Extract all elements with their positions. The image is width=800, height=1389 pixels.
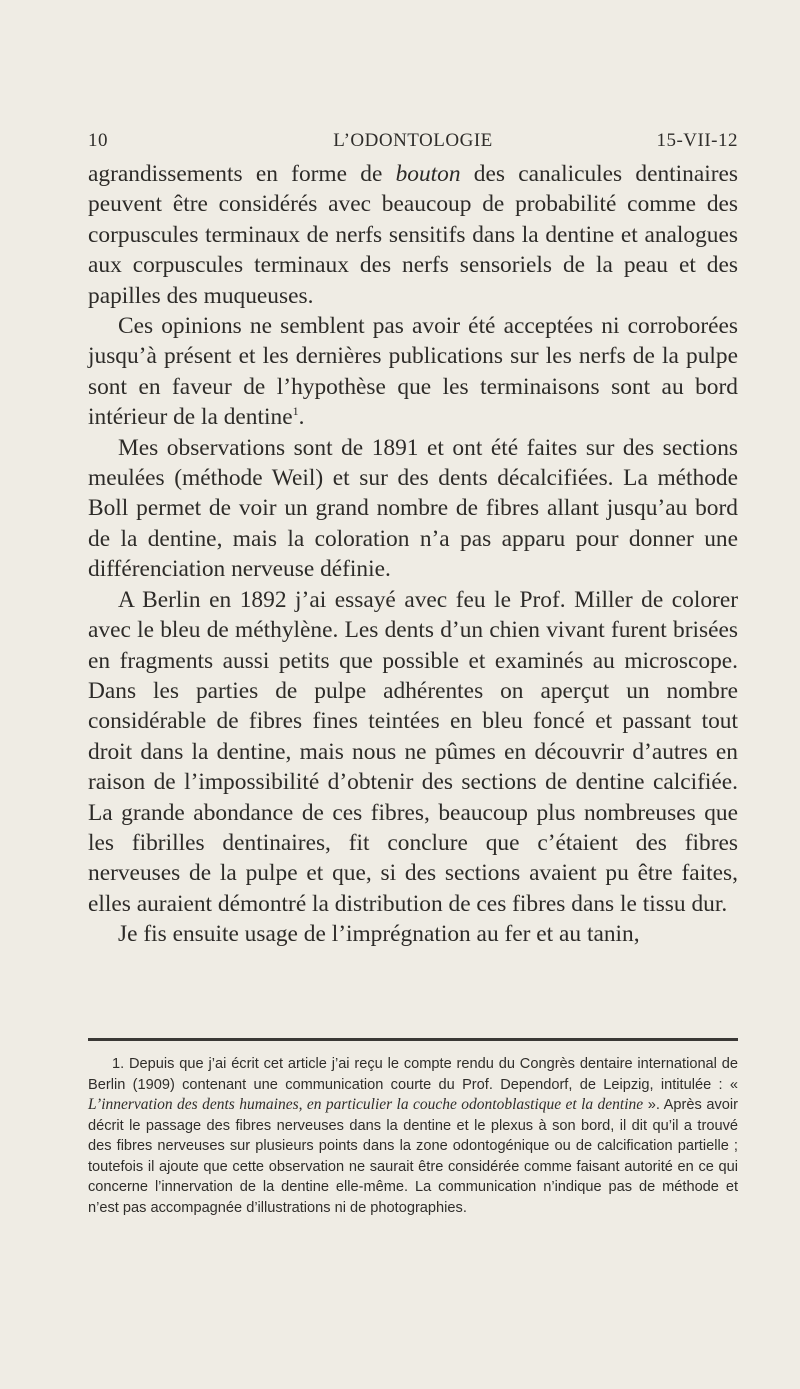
footnote-lead: 1. Depuis que j’ai écrit cet article j’ai reçu le compte rendu du Congrès dentaire international de Berlin (1909) contenant une communication courte du Prof. Dependorf, de Leipzig, intitulée : « — [88, 1056, 738, 1093]
paragraph-3: Mes observations sont de 1891 et ont été faites sur des sections meulées (méthode Weil) et sur des dents décalcifiées. La méthode Boll permet de voir un grand nombre de fibres allant jusqu’au bord de la dentine, mais la coloration n’a pas apparu pour donner une différenciation nerveuse définie. — [88, 434, 738, 583]
footnote — [88, 1054, 738, 1218]
paragraph-2-end: . — [298, 404, 305, 431]
paragraph-2-text: Ces opinions ne semblent pas avoir été acceptées ni corroborées jusqu’à présent et les dernières publications sur les nerfs de la pulpe sont en faveur de l’hypothèse que les terminaisons sont au bord intérieur de la dentine — [88, 313, 738, 431]
paragraph-1-end: des canalicules dentinaires peuvent être considérés avec beaucoup de probabilité comme des corpuscules terminaux de nerfs sensitifs dans la dentine et analogues aux corpuscules terminaux des nerfs sensoriels de la peau et des papilles des muqueuses. — [88, 161, 738, 309]
paragraph-2 — [88, 311, 738, 433]
footnote-separator — [88, 1038, 738, 1041]
running-header — [88, 130, 738, 154]
body-text — [88, 159, 738, 950]
paragraph-1 — [88, 159, 738, 311]
running-title: L’ODONTOLOGIE — [333, 130, 493, 151]
footnote-tail: ». Après avoir décrit le passage des fibres nerveuses dans la dentine et le plexus à son bord, il dit qu’il a trouvé des fibres nerveuses sur plusieurs points dans la zone odontogénique ou de calcification partielle ; toutefois il ajoute que cette observation ne saurait être considérée comme faisant autorité en ce qui concerne l’innervation de la dentine elle-même. La communication n’indique pas de méthode et n’est pas accompagnée d’illustrations ni de photographies. — [88, 1097, 738, 1216]
paragraph-1-start: agrandissements en forme de — [88, 161, 396, 187]
page-number: 10 — [88, 130, 108, 151]
issue-date: 15-VII-12 — [656, 130, 738, 151]
italic-term: bouton — [395, 161, 461, 187]
footnote-cited-title: L’innervation des dents humaines, en particulier la couche odontoblastique et la dentine — [88, 1096, 644, 1113]
paragraph-4: A Berlin en 1892 j’ai essayé avec feu le Prof. Miller de colorer avec le bleu de méthylène. Les dents d’un chien vivant furent brisées en fragments aussi petits que possible et examinés au microscope. Dans les parties de pulpe adhérentes on aperçut un nombre considérable de fibres fines teintées en bleu foncé et passant tout droit dans la dentine, mais nous ne pûmes en découvrir d’autres en raison de l’impossibilité d’obtenir des sections de dentine calcifiée. La grande abondance de ces fibres, beaucoup plus nombreuses que les fibrilles dentinaires, fit conclure que c’étaient des fibres nerveuses de la pulpe et que, si des sections avaient pu être faites, elles auraient démontré la distribution de ces fibres dans le tissu dur. — [88, 586, 738, 917]
footnote-reference[interactable]: 1 — [292, 404, 299, 419]
paragraph-5: Je fis ensuite usage de l’imprégnation au fer et au tanin, — [118, 921, 640, 948]
